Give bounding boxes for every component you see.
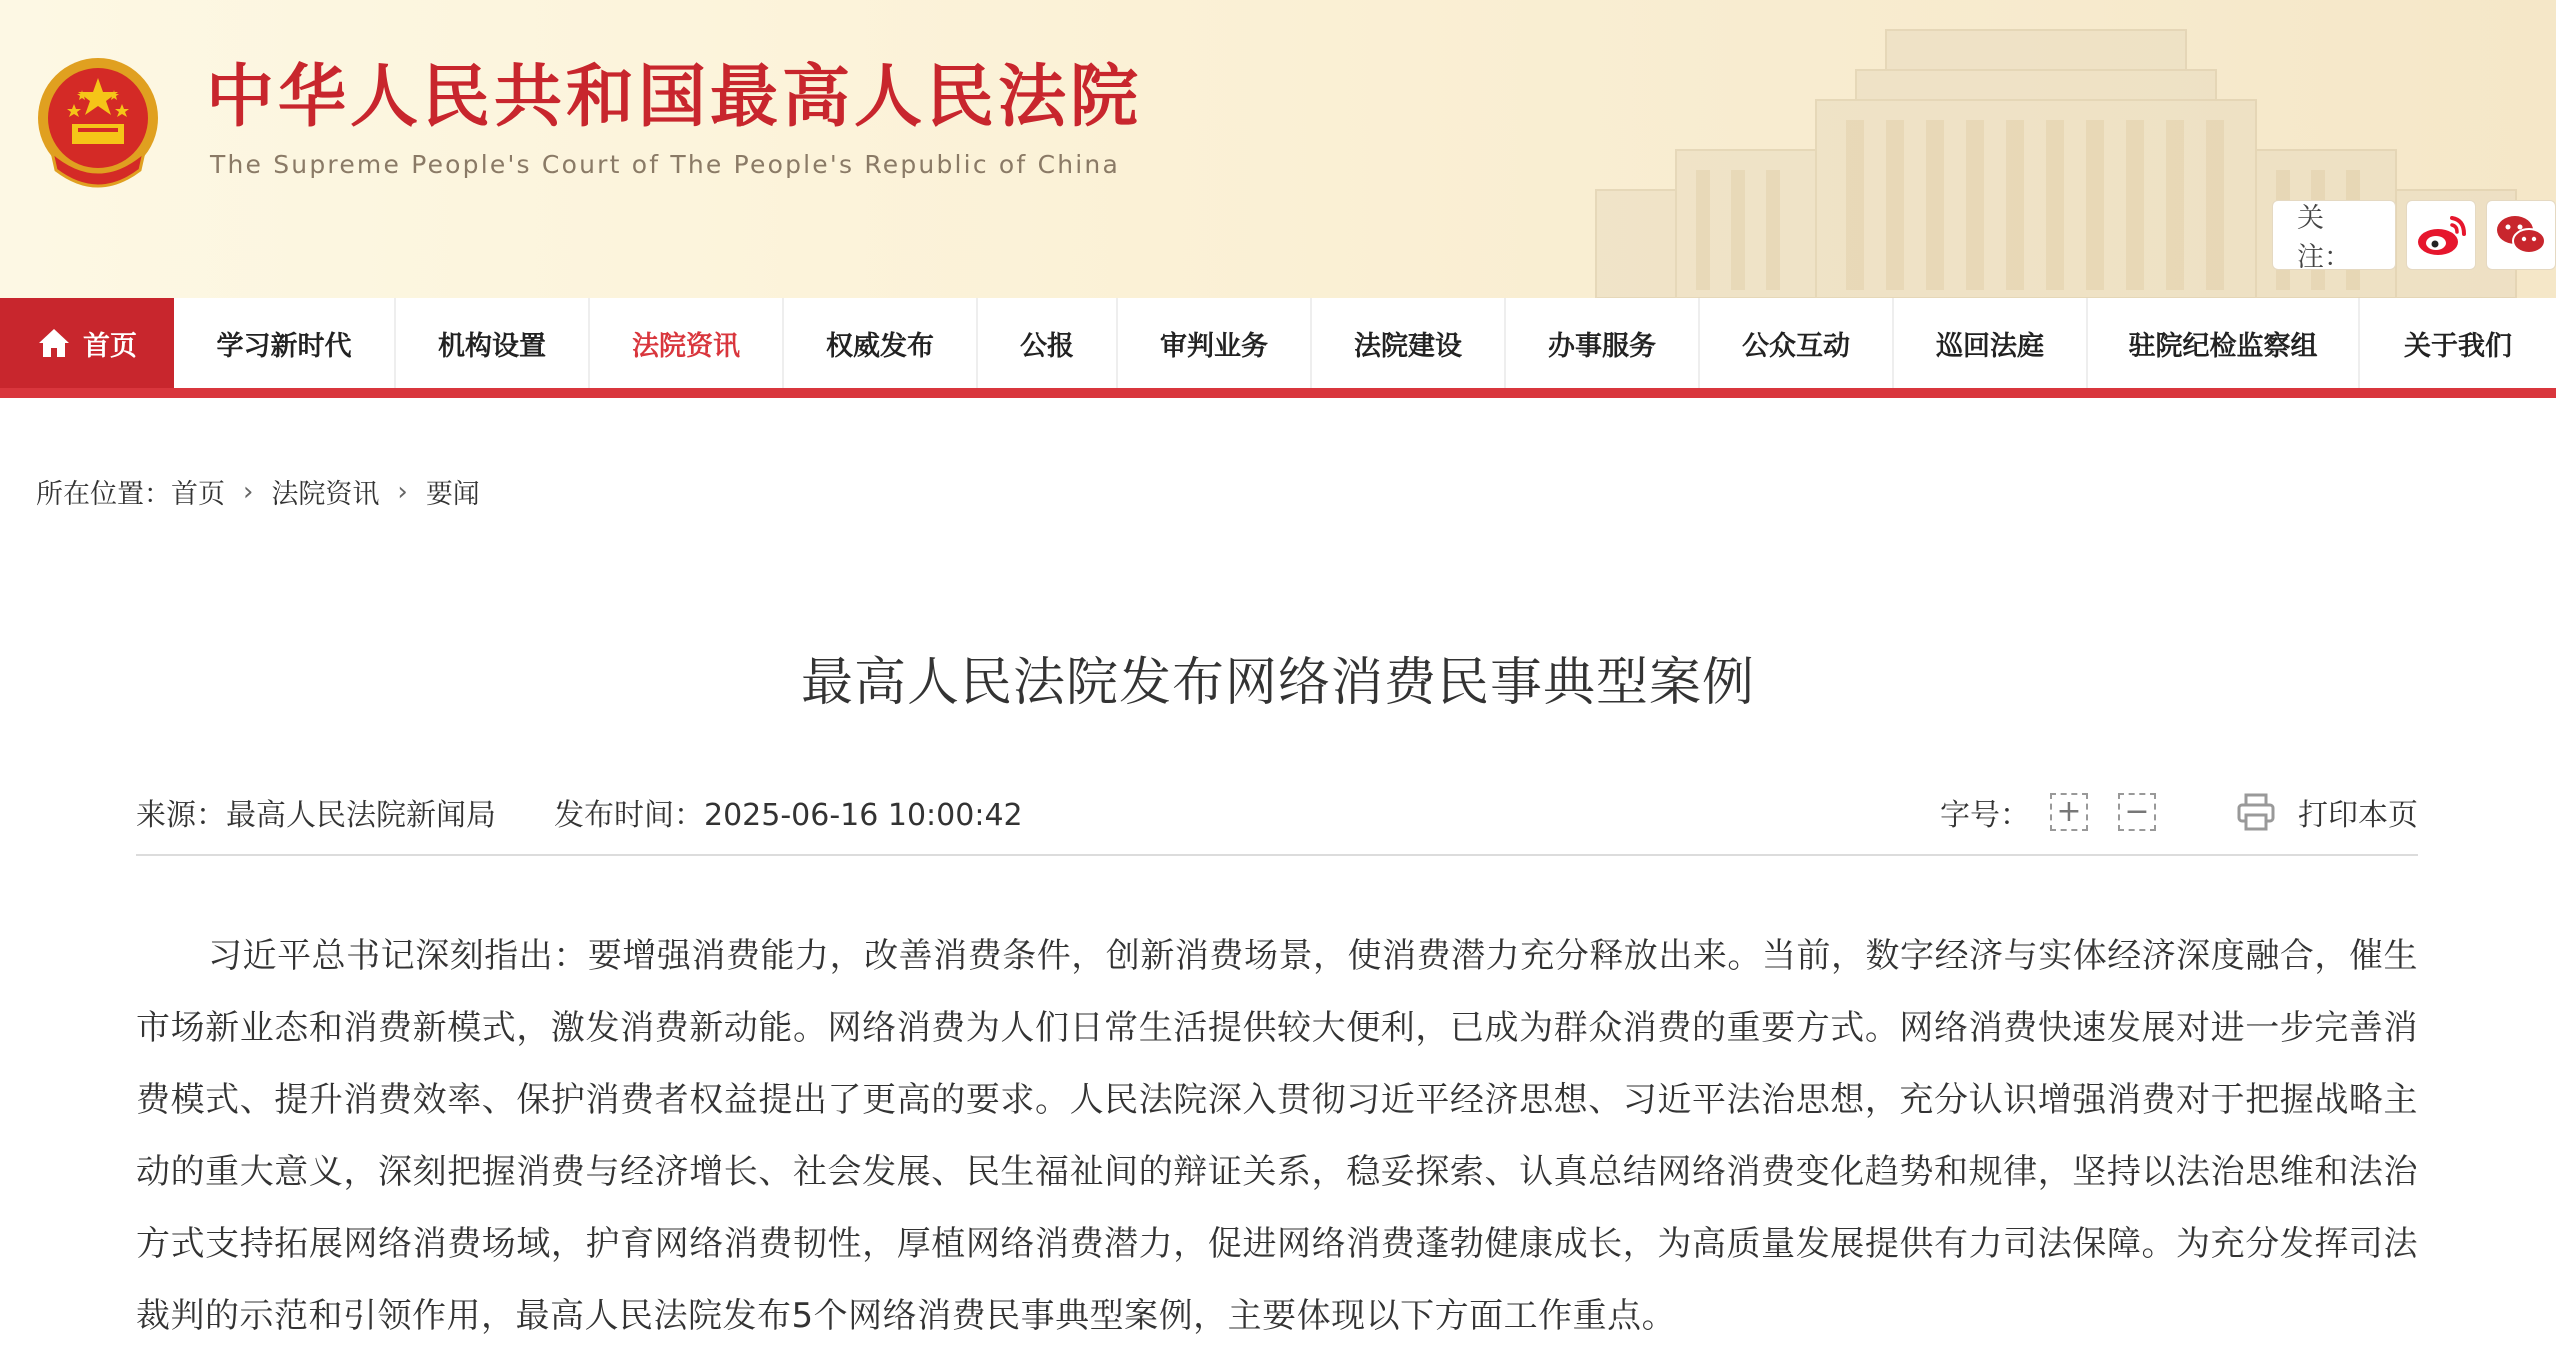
- site-title[interactable]: 中华人民共和国最高人民法院: [206, 58, 1143, 137]
- nav-item-court-building[interactable]: 法院建设: [1312, 298, 1506, 388]
- breadcrumb: [36, 472, 480, 511]
- follow-label: 关注：: [2272, 200, 2396, 270]
- font-decrease-button[interactable]: −: [2118, 793, 2156, 831]
- article-source: 来源：最高人民法院新闻局: [136, 798, 496, 833]
- weibo-icon: [2414, 212, 2468, 258]
- site-subtitle: The Supreme People's Court of The People's Republic of China: [210, 150, 1120, 179]
- nav-item-gazette[interactable]: 公报: [978, 298, 1118, 388]
- nav-item-interaction[interactable]: 公众互动: [1700, 298, 1894, 388]
- nav-item-court-news[interactable]: 法院资讯: [590, 298, 784, 388]
- article-title: 最高人民法院发布网络消费民事典型案例: [800, 653, 1755, 713]
- nav-item-organization[interactable]: 机构设置: [396, 298, 590, 388]
- nav-item-services[interactable]: 办事服务: [1506, 298, 1700, 388]
- nav-item-inspection[interactable]: 驻院纪检监察组: [2088, 298, 2360, 388]
- print-button[interactable]: [2236, 790, 2418, 834]
- breadcrumb-prefix: 所在位置：: [36, 479, 171, 510]
- chevron-right-icon: ›: [397, 476, 408, 507]
- nav-item-releases[interactable]: 权威发布: [784, 298, 978, 388]
- weibo-button[interactable]: [2406, 200, 2476, 270]
- follow-bar: [2272, 200, 2556, 273]
- breadcrumb-home[interactable]: 首页: [171, 479, 225, 510]
- main-nav: [0, 298, 2556, 398]
- wechat-button[interactable]: [2486, 200, 2556, 270]
- site-header: [0, 0, 2556, 298]
- nav-item-study[interactable]: 学习新时代: [174, 298, 396, 388]
- nav-item-trial[interactable]: 审判业务: [1118, 298, 1312, 388]
- font-increase-button[interactable]: +: [2050, 793, 2088, 831]
- nav-item-about[interactable]: 关于我们: [2404, 330, 2512, 362]
- nav-item-circuit-courts[interactable]: 巡回法庭: [1894, 298, 2088, 388]
- article-body: 习近平总书记深刻指出：要增强消费能力，改善消费条件，创新消费场景，使消费潜力充分释放出来。当前，数字经济与实体经济深度融合，催生市场新业态和消费新模式，激发消费新动能。网络消费为人们日常生活提供较大便利，已成为群众消费的重要方式。网络消费快速发展对进一步完善消费模式、提升消费效率、保护消费者权益提出了更高的要求。人民法院深入贯彻习近平经济思想、习近平法治思想，充分认识增强消费对于把握战略主动的重大意义，深刻把握消费与经济增长、社会发展、民生福祉间的辩证关系，稳妥探索、认真总结网络消费变化趋势和规律，坚持以法治思维和法治方式支持拓展网络消费场域，护育网络消费韧性，厚植网络消费潜力，促进网络消费蓬勃健康成长，为高质量发展提供有力司法保障。为充分发挥司法裁判的示范和引领作用，最高人民法院发布5个网络消费民事典型案例，主要体现以下方面工作重点。: [136, 936, 2418, 1336]
- article-publish-time: 发布时间：2025-06-16 10:00:42: [554, 798, 1023, 833]
- home-icon: [37, 327, 71, 359]
- nav-item-label: 首页: [83, 330, 137, 362]
- chevron-right-icon: ›: [243, 476, 254, 507]
- breadcrumb-current[interactable]: 要闻: [425, 479, 480, 510]
- article-meta: [136, 790, 2418, 856]
- breadcrumb-court-news[interactable]: 法院资讯: [271, 479, 380, 510]
- national-emblem-icon: [32, 52, 164, 192]
- font-size-label: 字号：: [1940, 798, 2030, 833]
- printer-icon: [2236, 793, 2276, 831]
- nav-item-home[interactable]: [0, 298, 174, 388]
- wechat-icon: [2493, 212, 2549, 258]
- print-label: 打印本页: [2298, 798, 2418, 833]
